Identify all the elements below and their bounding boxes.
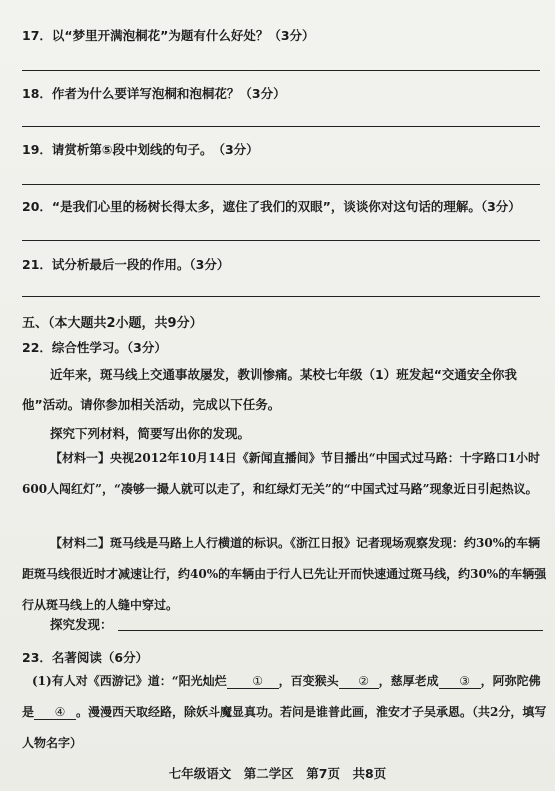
blank-2[interactable]: ②	[339, 674, 379, 689]
q23-text-e: 。漫漫西天取经路，除妖斗魔显真功。若问是谁普此画，淮安才子吴承恩。（共2分，填写人物名字）	[22, 705, 547, 750]
q23-text-b: ，百变猴头	[278, 674, 339, 688]
finding-label: 探究发现：	[50, 617, 113, 632]
question-21: 21．试分析最后一段的作用。（3分）	[22, 257, 230, 272]
section-title: 五、（本大题共2小题，共9分）	[22, 316, 203, 331]
answer-line-21[interactable]	[22, 296, 540, 297]
question-18: 18．作者为什么要详写泡桐和泡桐花？（3分）	[22, 86, 286, 101]
q23-text-a: (1)有人对《西游记》道：“阳光灿烂	[32, 674, 227, 688]
page-footer: 七年级语文 第二学区 第7页 共8页	[168, 766, 387, 781]
finding-answer-line[interactable]	[118, 630, 543, 631]
question-23-part1	[22, 666, 547, 759]
blank-1[interactable]: ①	[227, 674, 279, 689]
question-22-title: 22．综合性学习。（3分）	[22, 340, 167, 355]
answer-line-19[interactable]	[22, 184, 540, 185]
answer-line-17[interactable]	[22, 70, 540, 71]
material-one: 【材料一】央视2012年10月14日《新闻直播间》节目播出“中国式过马路：十字路口1小时600人闯红灯”，“凑够一撮人就可以走了，和红绿灯无关”的“中国式过马路”现象近日引起热议。	[22, 451, 541, 496]
q23-text-d: ，阿弥陀佛是	[22, 674, 541, 719]
question-23-title: 23．名著阅读（6分）	[22, 650, 149, 665]
answer-line-20[interactable]	[22, 240, 540, 241]
blank-3[interactable]: ③	[439, 674, 481, 689]
material-two: 【材料二】斑马线是马路上人行横道的标识。《浙江日报》记者现场观察发现：约30%的车辆距斑马线很近时才减速让行，约40%的车辆由于行人已先让开而快速通过斑马线，约30%的车辆强行从斑马线上的人缝中穿过。	[22, 536, 547, 612]
question-20: 20．“是我们心里的杨树长得太多，遮住了我们的双眼”，谈谈你对这句话的理解。（3分）	[22, 199, 521, 214]
question-19: 19．请赏析第⑤段中划线的句子。 （3分）	[22, 142, 259, 157]
task-instruction: 探究下列材料，简要写出你的发现。	[50, 426, 251, 441]
q23-text-c: ，慈厚老成	[378, 674, 439, 688]
answer-line-18[interactable]	[22, 126, 540, 127]
intro-paragraph: 近年来，斑马线上交通事故屡发，教训惨痛。某校七年级（1）班发起“交通安全你我他”活动。请你参加相关活动，完成以下任务。	[22, 367, 517, 412]
question-17: 17．以“梦里开满泡桐花”为题有什么好处？（3分）	[22, 28, 315, 43]
blank-4[interactable]: ④	[34, 705, 76, 720]
